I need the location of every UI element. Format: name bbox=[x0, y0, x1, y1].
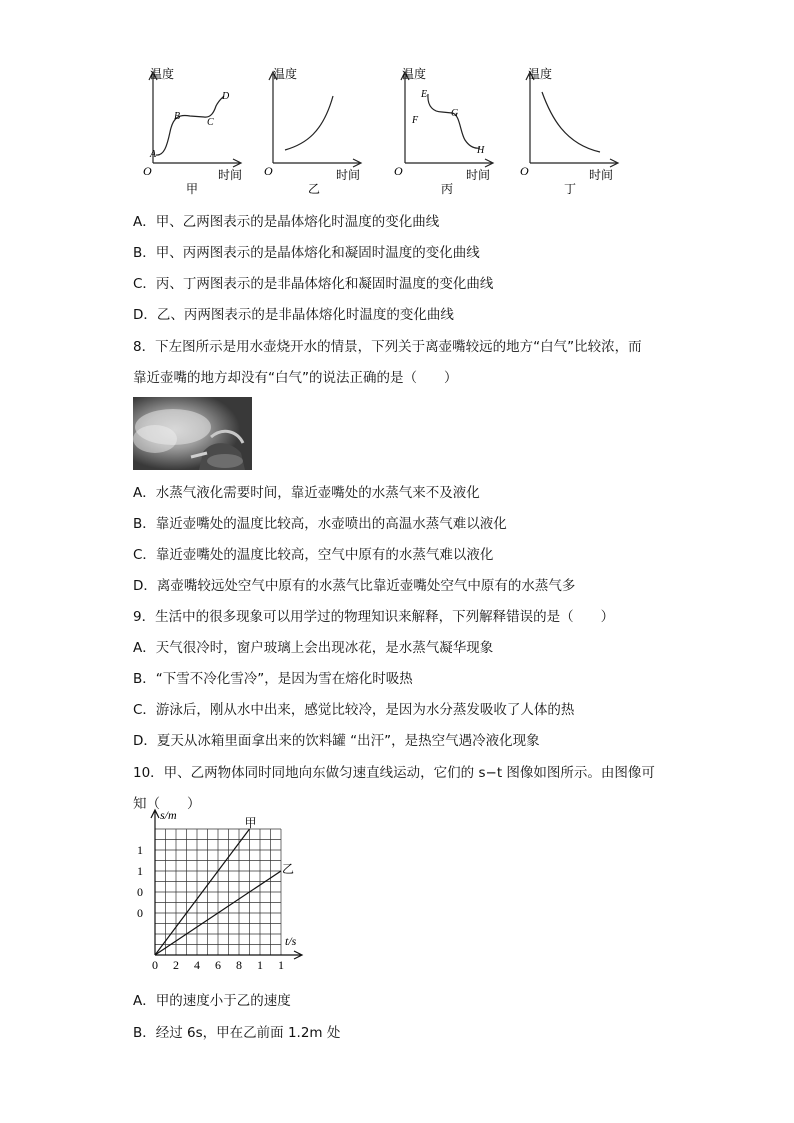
x-axis-label: 时间 bbox=[466, 168, 491, 182]
origin-label: O bbox=[520, 164, 529, 178]
q10-option-a: A．甲的速度小于乙的速度 bbox=[133, 993, 291, 1009]
graph-caption: 甲 bbox=[186, 182, 199, 196]
q9-option-a: A．天气很冷时，窗户玻璃上会出现冰花，是水蒸气凝华现象 bbox=[133, 640, 494, 656]
q8-option-c: C．靠近壶嘴处的温度比较高，空气中原有的水蒸气难以液化 bbox=[133, 547, 494, 563]
x-tick-label: 2 bbox=[173, 958, 179, 972]
graph-yi bbox=[258, 62, 368, 196]
q9-stem: 9．生活中的很多现象可以用学过的物理知识来解释，下列解释错误的是（ ） bbox=[133, 609, 615, 625]
origin-label: O bbox=[143, 164, 152, 178]
q9-option-b: B．“下雪不冷化雪冷”，是因为雪在熔化时吸热 bbox=[133, 671, 413, 687]
x-axis-label: 时间 bbox=[336, 168, 361, 182]
q7-option-b: B．甲、丙两图表示的是晶体熔化和凝固时温度的变化曲线 bbox=[133, 245, 480, 261]
y-tick-label: 1 bbox=[137, 864, 143, 878]
y-axis-title: s/m bbox=[160, 808, 177, 822]
series-label: 乙 bbox=[282, 862, 295, 876]
y-tick-label: 0 bbox=[137, 906, 143, 920]
x-tick-label: 0 bbox=[152, 958, 158, 972]
point-label: G bbox=[451, 108, 459, 119]
y-axis-label: 温度 bbox=[528, 67, 553, 81]
origin-label: O bbox=[264, 164, 273, 178]
q8-option-a: A．水蒸气液化需要时间，靠近壶嘴处的水蒸气来不及液化 bbox=[133, 485, 480, 501]
graph-caption: 丙 bbox=[441, 182, 454, 196]
chart-axes bbox=[151, 810, 302, 959]
kettle-steam-photo bbox=[133, 397, 252, 470]
x-axis-title: t/s bbox=[285, 934, 297, 948]
q9-option-c: C．游泳后，刚从水中出来，感觉比较冷，是因为水分蒸发吸收了人体的热 bbox=[133, 702, 575, 718]
q8-option-d: D．离壶嘴较远处空气中原有的水蒸气比靠近壶嘴处空气中原有的水蒸气多 bbox=[133, 578, 576, 594]
temperature-curve bbox=[156, 96, 224, 155]
origin-label: O bbox=[394, 164, 403, 178]
st-graph bbox=[128, 808, 318, 974]
y-axis-label: 温度 bbox=[273, 67, 298, 81]
q10-stem-line1: 10．甲、乙两物体同时同地向东做匀速直线运动，它们的 s−t 图像如图所示。由图像可 bbox=[133, 765, 655, 781]
x-tick-label: 4 bbox=[194, 958, 200, 972]
q9-option-d: D．夏天从冰箱里面拿出来的饮料罐 “出汗”，是热空气遇冷液化现象 bbox=[133, 733, 540, 749]
point-label: F bbox=[412, 115, 419, 126]
point-label: C bbox=[207, 117, 214, 128]
temperature-curve bbox=[542, 92, 600, 152]
point-label: H bbox=[477, 145, 485, 156]
q8-stem-line1: 8．下左图所示是用水壶烧开水的情景，下列关于离壶嘴较远的地方“白气”比较浓，而 bbox=[133, 339, 642, 355]
x-axis-label: 时间 bbox=[218, 168, 243, 182]
q8-option-b: B．靠近壶嘴处的温度比较高，水壶喷出的高温水蒸气难以液化 bbox=[133, 516, 507, 532]
graph-ding bbox=[515, 62, 625, 196]
graph-bing bbox=[390, 62, 500, 196]
x-axis-label: 时间 bbox=[589, 168, 614, 182]
graph-caption: 乙 bbox=[308, 182, 321, 196]
q7-option-c: C．丙、丁两图表示的是非晶体熔化和凝固时温度的变化曲线 bbox=[133, 276, 494, 292]
y-axis-label: 温度 bbox=[150, 67, 175, 81]
y-axis-label: 温度 bbox=[402, 67, 427, 81]
point-label: B bbox=[174, 111, 181, 122]
y-tick-label: 0 bbox=[137, 885, 143, 899]
x-tick-label: 1 bbox=[278, 958, 284, 972]
series-label: 甲 bbox=[244, 816, 257, 830]
point-label: D bbox=[222, 91, 230, 102]
q10-option-b: B．经过 6s，甲在乙前面 1.2m 处 bbox=[133, 1025, 341, 1041]
temperature-curve bbox=[285, 96, 333, 150]
chart-grid bbox=[155, 829, 281, 955]
temperature-curve bbox=[428, 94, 480, 148]
x-tick-label: 8 bbox=[236, 958, 242, 972]
point-label: A bbox=[150, 149, 157, 160]
x-tick-label: 6 bbox=[215, 958, 221, 972]
q10-stem-line2: 知（ ） bbox=[133, 796, 201, 812]
x-tick-label: 1 bbox=[257, 958, 263, 972]
y-tick-label: 1 bbox=[137, 843, 143, 857]
q8-stem-line2: 靠近壶嘴的地方却没有“白气”的说法正确的是（ ） bbox=[133, 370, 458, 386]
graph-caption: 丁 bbox=[564, 182, 577, 196]
q7-option-a: A．甲、乙两图表示的是晶体熔化时温度的变化曲线 bbox=[133, 214, 440, 230]
point-label: E bbox=[421, 89, 428, 100]
q7-option-d: D．乙、丙两图表示的是非晶体熔化时温度的变化曲线 bbox=[133, 307, 454, 323]
graph-jia bbox=[138, 62, 248, 196]
